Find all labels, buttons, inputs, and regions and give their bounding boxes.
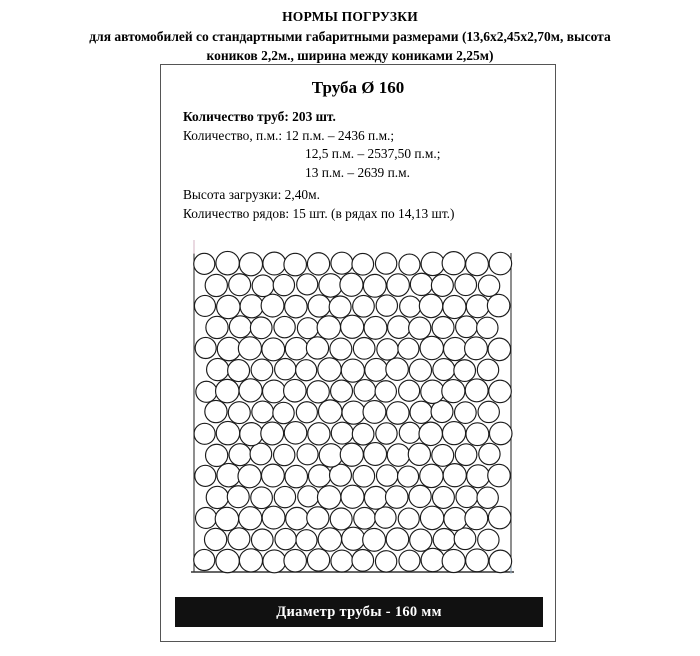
loading-scheme-card xyxy=(160,64,556,642)
page-subtitle-line1: для автомобилей со стандартными габаритными размерами (13,6х2,45х2,70м, высота xyxy=(89,29,611,44)
page-subtitle xyxy=(0,27,700,65)
page-title: НОРМЫ ПОГРУЗКИ xyxy=(282,9,418,24)
spec-rows-count: Количество рядов: 15 шт. (в рядах по 14,13 шт.) xyxy=(183,205,455,221)
specs-list xyxy=(161,108,555,223)
diameter-label-text: Диаметр трубы - 160 мм xyxy=(276,603,442,620)
spec-load-height: Высота загрузки: 2,40м. xyxy=(183,187,320,202)
spec-pipe-count: Количество труб: 203 шт. xyxy=(183,109,336,124)
pipe-stack-svg xyxy=(161,240,557,585)
spec-length-12: Количество, п.м.: 12 п.м. – 2436 п.м.; xyxy=(183,127,395,143)
pipe-title: Труба Ø 160 xyxy=(311,78,405,97)
page-subtitle-line2: коников 2,2м., ширина между кониками 2,25м) xyxy=(206,48,494,63)
page-header xyxy=(0,0,700,65)
pipe-circles xyxy=(194,251,512,572)
diameter-label-bar xyxy=(175,597,543,627)
spec-length-13: 13 п.м. – 2639 п.м. xyxy=(305,164,410,180)
spec-length-12-5: 12,5 п.м. – 2537,50 п.м.; xyxy=(305,146,441,161)
pipe-stack-diagram xyxy=(161,240,557,585)
